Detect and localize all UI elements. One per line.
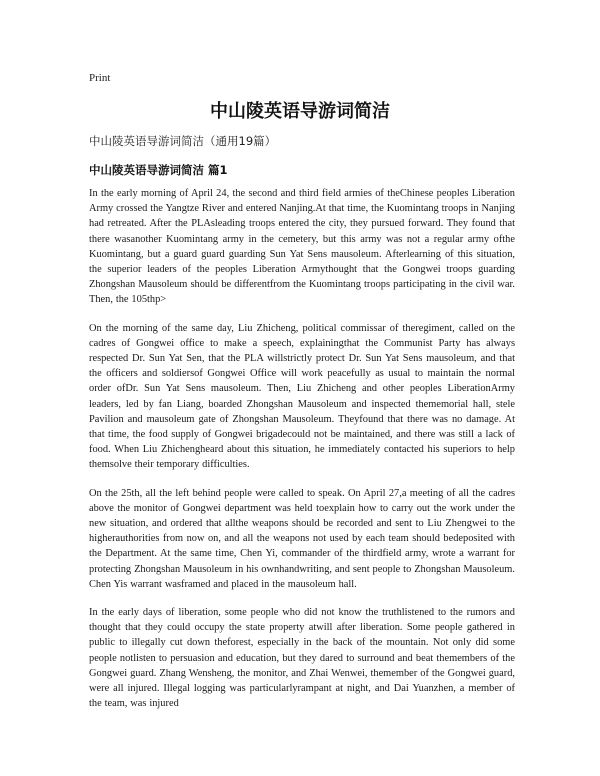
page-title: 中山陵英语导游词简洁 bbox=[210, 101, 390, 122]
section-heading: 中山陵英语导游词简洁 篇1 bbox=[89, 163, 228, 177]
print-link[interactable]: Print bbox=[89, 72, 111, 84]
paragraph-1: In the early morning of April 24, the second and third field armies of theChinese peoples Liberation Army crossed the Yangtze River and entered Nanjing.At that time, the Kuomintang troops in Nanjing had retreated. After the PLAsleading troops entered the city, they pursued forward. They found that there wasanother Kuomintang army in the cemetery, but this army was not a regular army ofthe Kuomintang, but a guard guard guarding Sun Yat Sens mausoleum. Afterlearning of this situation, the superior leaders of the peoples Liberation Armythought that the Gongwei troops guarding Zhongshan Mausoleum should be differentfrom the Kuomintang troops participating in the civil war. Then, the 105thp> bbox=[89, 188, 515, 306]
article-body bbox=[89, 186, 515, 725]
paragraph-2: On the morning of the same day, Liu Zhicheng, political commissar of theregiment, called on the cadres of Gongwei office to make a speech, explainingthat the Communist Party has always respected Dr. Sun Yat Sen, that the PLA willstrictly protect Dr. Sun Yat Sens mausoleum, and that the officers and soldiersof Gongwei Office will work peacefully as usual to maintain the normal order ofDr. Sun Yat Sens mausoleum. Then, Liu Zhicheng and other peoples LiberationArmy leaders, led by fan Liang, boarded Zhongshan Mausoleum and inspected thememorial hall, stele Pavilion and mausoleum gate of Zhongshan Mausoleum. Theyfound that there was no damage. At that time, the food supply of Gongwei brigadecould not be maintained, and there was still a lack of food. When Liu Zhichengheard about this situation, he immediately contacted his superiors to help themsolve their temporary difficulties. bbox=[89, 322, 515, 471]
paragraph-3: On the 25th, all the left behind people were called to speak. On April 27,a meeting of all the cadres above the monitor of Gongwei department was held toexplain how to carry out the work under the new situation, and ordered that allthe weapons should be recorded and sent to Liu Zhengwei to the higherauthorities from now on, and all the weapons not used by each team should bedeposited with the Department. At the same time, Chen Yi, commander of the thirdfield army, wrote a warrant for protecting Zhongshan Mausoleum in his ownhandwriting, and sent people to Zhongshan Mausoleum. Chen Yis warrant wasframed and placed in the mausoleum hall. bbox=[89, 487, 515, 590]
document-subtitle: 中山陵英语导游词简洁（通用19篇） bbox=[89, 134, 277, 148]
paragraph-4: In the early days of liberation, some people who did not know the truthlistened to the rumors and thought that they could occupy the state property atwill after liberation. Some people gathered in public to illegally cut down theforest, especially in the back of the mountain. Not only did some people notlisten to persuasion and education, but they dared to surround and beat themembers of the Gongwei guard. Zhang Wensheng, the monitor, and Zhai Wenwei, themember of the Gongwei guard, were all injured. Illegal logging was particularlyrampant at night, and Dai Yuanzhen, a member of the team, was injured bbox=[89, 607, 515, 710]
